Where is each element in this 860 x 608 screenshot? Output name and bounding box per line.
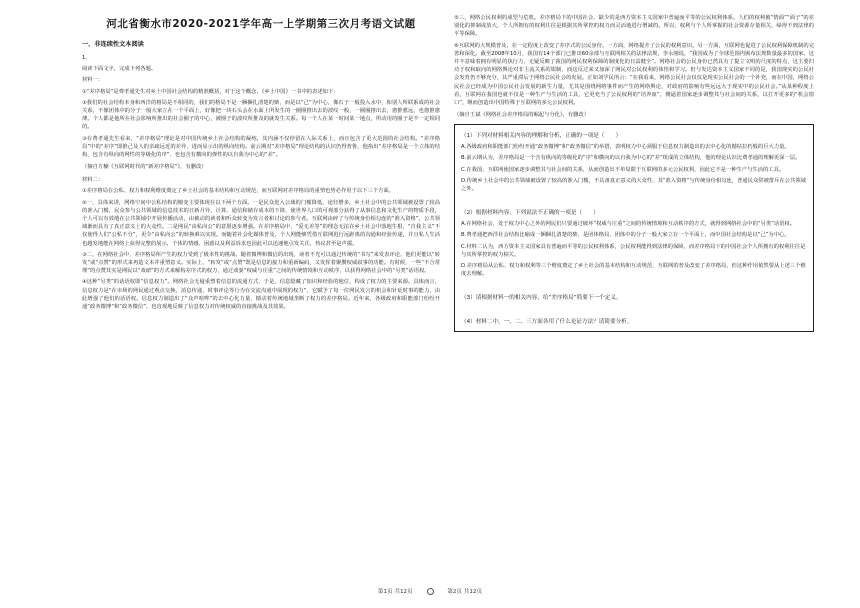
question-1: （1）下列对材料相关内容的理解和分析，正确的一项是（ ） [461, 133, 622, 140]
paragraph: ③在费孝通先生看来，“差序格局”理论是对中国传统乡土社会结构的凝练，其内涵不仅停留在人际关系上，而且包含了更大范围的社会结构。“差序格局”中的“差序”即推己及人的亲疏远近的差异，进而显示出的纵向结构。前云期对“差序格局”理论结构的认识仍得普鲁，他指出“差序格局是一个立体的结构，包含有纵向的网性的等级化的序”，也包含有横向的弹性的以自我为中心的“差”。 [82, 135, 440, 159]
paragraph: ①“差序格局”是费孝通先生对乡土中国社会结构的精准概括，对于这个概念，《乡土中国》一书中的表述如下： [82, 88, 339, 95]
option-a: A.在网络社会，处于权力中心之外的网民们只要通过破坏“权威与庄重”之间的传统情境和互动秩序的方式，就得到网络社会中的“另类”话语权。 [461, 221, 796, 228]
paragraph: ②一，具体来讲，网络空间中公私结构的嬗变主要体现在以下两个方面。一是民众进入公域的门槛降低，途径增多。乡土社会中的公共领域被设置了较高的准入门槛，民众参与公共领域的信息技术的日新月异，计算、通信和储存成本的下降，使世界人口的可观部分获得了从事信息和文化生产的物质手段，个人可以有效地在公共领域中开展传播活动，由被动的读者和听众转变为发言者和讨论的参与者。互联网由碎了与传统身份相勾连的“准入资格”，公共领域渐而具有了真正意义上的大众性。二是网民“由私向公”的意愿逐步增强。在差序格局中，“爱无差等”的理念无法在乡土社会中落地生根，“自我主义”不仅使得人们“公私不分”，更令“由私向公”的转换难以实现。而随着社会化媒体普及，个人网能够凭借互联网进行远距离的沟通和经验传递，并且私人生活也越发地能在网络上获得完整的展示，个体的情感、困惑以及利益诉求也因此可以迅速地引发关注，热议甚至是声援。 [82, 199, 440, 247]
option-b: B.费孝通把西洋社会结构比喻成一捆捆扎清楚的柴，是团体格局，团体中的分子一般大家立在一个平面上，而中国社会结构是以“己”为中心。 [461, 232, 790, 239]
question-4: （4）材料二中，一、二、三方面各用了什么论证方法？请简要分析。 [461, 319, 633, 326]
paragraph: ⑤三，网络公民权利的成型与危机。差序格局下的中国社会，缺少的是西方资本主义国家中普遍而平等的公民权利体系。人们的权利被“情面”“面子”的差别化的抑制或放大，个人所拥有的权利往往是根据其所掌控的权力而灵活地进行增减的。所以，权利与个人所掌握的社会资源存量相关，绿得不到法律的平等保障。 [454, 15, 814, 38]
material-one-label: 材料一： [82, 77, 104, 84]
source-citation: （摘自方楠《互联网时代的“新差序格局”》，有删改） [82, 164, 207, 171]
question-2: （2）根据材料内容，下列说法不正确的一项是（ ） [461, 210, 599, 217]
page-footer [0, 587, 860, 595]
binding-hole-icon [427, 588, 434, 595]
left-column [82, 14, 440, 314]
option-a: A.各级政府和职能部门纷纷开通“政务微博”和“政务微信”的举措，表明权力中心须服于信息权力制造出的去中心化的撼枯拉朽般的巨大力量。 [461, 144, 790, 151]
question-3: （3）请根据材料一的相关内容，给“差序格局”简要下一个定义。 [461, 295, 622, 302]
questions-box [454, 124, 814, 332]
option-d: D.差序格局从公私、权力和权利等三个维度奠定了乡土社会的基本结构和互动规范，互联网的普及改变了差序格局，但这种作用依然要从上述三个维度去理解。 [461, 263, 806, 278]
page-title: 河北省衡水市2020-2021学年高一上学期第三次月考语文试题 [106, 18, 416, 30]
question-number: 1. [82, 55, 88, 61]
paragraph: ②我们的社会结构本身和西洋的格局是不相同的，我们的格局不是一捆捆扎清楚的柴，而是以“己”为中心，像石子一般投入水中，和别人所联系成的社会关系，不像团体中的分子一般大家立在一个平面上，好像把一块石头丢在水面上所发生的一圈圈推出去的波纹一般，一圈圈推出去，愈推愈远，也愈推愈薄。个人都是他所在社会影响所推出的社会圈子的中心，被圈子的波纹所推及的就发生关系。每一个人在某一时间某一地点，所动用的圈子是不一定相同的。 [82, 99, 440, 131]
option-d: D.传统乡土社会中的公共领域被设置了较高的准入门槛，不具备真正意义的大众性，其“准入资格”与传统身份相勾连，普通民众常被排斥在公共领域之外。 [461, 177, 806, 193]
material-two-label: 材料二： [82, 177, 104, 184]
option-c: C.在我国，互联网使国家逐步调整其与社会间的关系，从而创造出不单局限于互联网的多元公民权利，因此它不是一种生产与生活的工具。 [461, 166, 785, 173]
instruction: 阅读下面文字，完成下列各题。 [82, 66, 157, 73]
option-b: B.前云期认为，差序格局是一个含有纵向的等级化的“序”和横向的以自我为中心的“差”组成的立体结构，他的理论认识比费孝通的理解更深一层。 [461, 155, 801, 162]
paragraph: ①差序格局在公私、权力和权利维度奠定了乡土社会的基本结构和互动规范，而互联网对差序格局的重塑也势必作用于以下三个方面。 [82, 188, 394, 195]
paragraph: ③二，在网络社会中，差序格局所产生的权力受到了极本性的挑战。随着微博和微信的出现，读者不光可以通过传统的“书写”来发表评论，他们更能以“转发”或“点赞”的形式来再造文本并重塑意义。实际上，“转发”或“点赞”既是信息的接力和重新编码，又发挥着聚攒权威叙事的功能。有时候，一些“不合常理”的点赞其实是网民以“戏谑”的方式来解构差序式的权力，通过戏耍“权威与庄重”之间的传统情境和互动秩序，以获得网络社会中的“另类”话语权。 [82, 251, 440, 275]
section-heading: 一、非连续性文本阅读 [82, 41, 144, 48]
paragraph: ④这种“另类”的话语权即“信息权力”。网络社会无疑重塑着信息的流通方式，于是，信息隐藏了知识和经验的地位，构成了权力的主要来源。具体而言，信息权力是“在市场的网民通过观点交换，消息传递，时事评论等行为在交流沟通中展现的权力”，它赋予了每一位网民发言的机会和针砭时事的能力，由此增强了他们的话语权。信息权力制造出了“众声喧哗”的去中心化力量，撼动着传统地域垄断了权力的差序格局。近年来，各级政府和职能部门纷纷开通“政务微博”和“政务微信”，也直观地反映了信息权力对传统权威的直接挑战及其效果。 [82, 279, 440, 311]
right-page-number: 第2页 共12页 [447, 589, 483, 595]
left-page-number: 第1页 共12页 [377, 589, 413, 595]
option-c: C.材料二认为，西方资本主义国家具有普遍而平等的公民权利体系，公民权利能得到法律的保障，而差序格局下的中国社会个人所拥有的权利往往是与其所掌控的权力相关。 [461, 243, 806, 258]
right-column [454, 14, 814, 332]
paragraph: ⑥互联网的大规模普及，在一定程度上改变了差序式的公民身份。一方面，网络提升了公民的权利意识。另一方面，互联网也促进了公民权利保障机制的完善和深化。截至2008年10月，我国有14个部门已推出60余部与互联网相关的法律法规，李永刚说，“我国成为了全球范围内颁布法规数量最多的国家，这并不意味着拥有明显的执行力，无疑反映了我国的网民权利保障的制度化的日益健全”。网络社会的公民身份已然具有了提立文明的尺度的特点，这主要归功于权和取向的网络舆论对非主流关系的钳制，而这反过来又加深了网民对公民权利的体悟和学习。但与发达资本主义国家不同的是，我国现实的公民社会发育仍不够充分，其严重滞后于网络公民社会的发展。正如刘学民所言：“在我看来，网络公民社会仅仅是现实公民社会的一个补充，而在中国，网络公民社会已经成为中国公民社会发展的新生力量，尤其是围绕网络事件而产生的网络舆论，对政府的影响有些远远大于现实中的公民社会。”从某种程度上看，互联网在我国也就不仅是一种生产与生活的工具，它更充当了公民权利的“培养皿”，側逼着国家逐步调整其与社会间的关系，以打开更多的“机会窗口”，继而创造出中国特殊于互联网的多元公民权利。 [454, 42, 814, 107]
source-citation: （摘自王斌《网络社会差序格局的崛起与分化》，有删改） [454, 112, 590, 119]
